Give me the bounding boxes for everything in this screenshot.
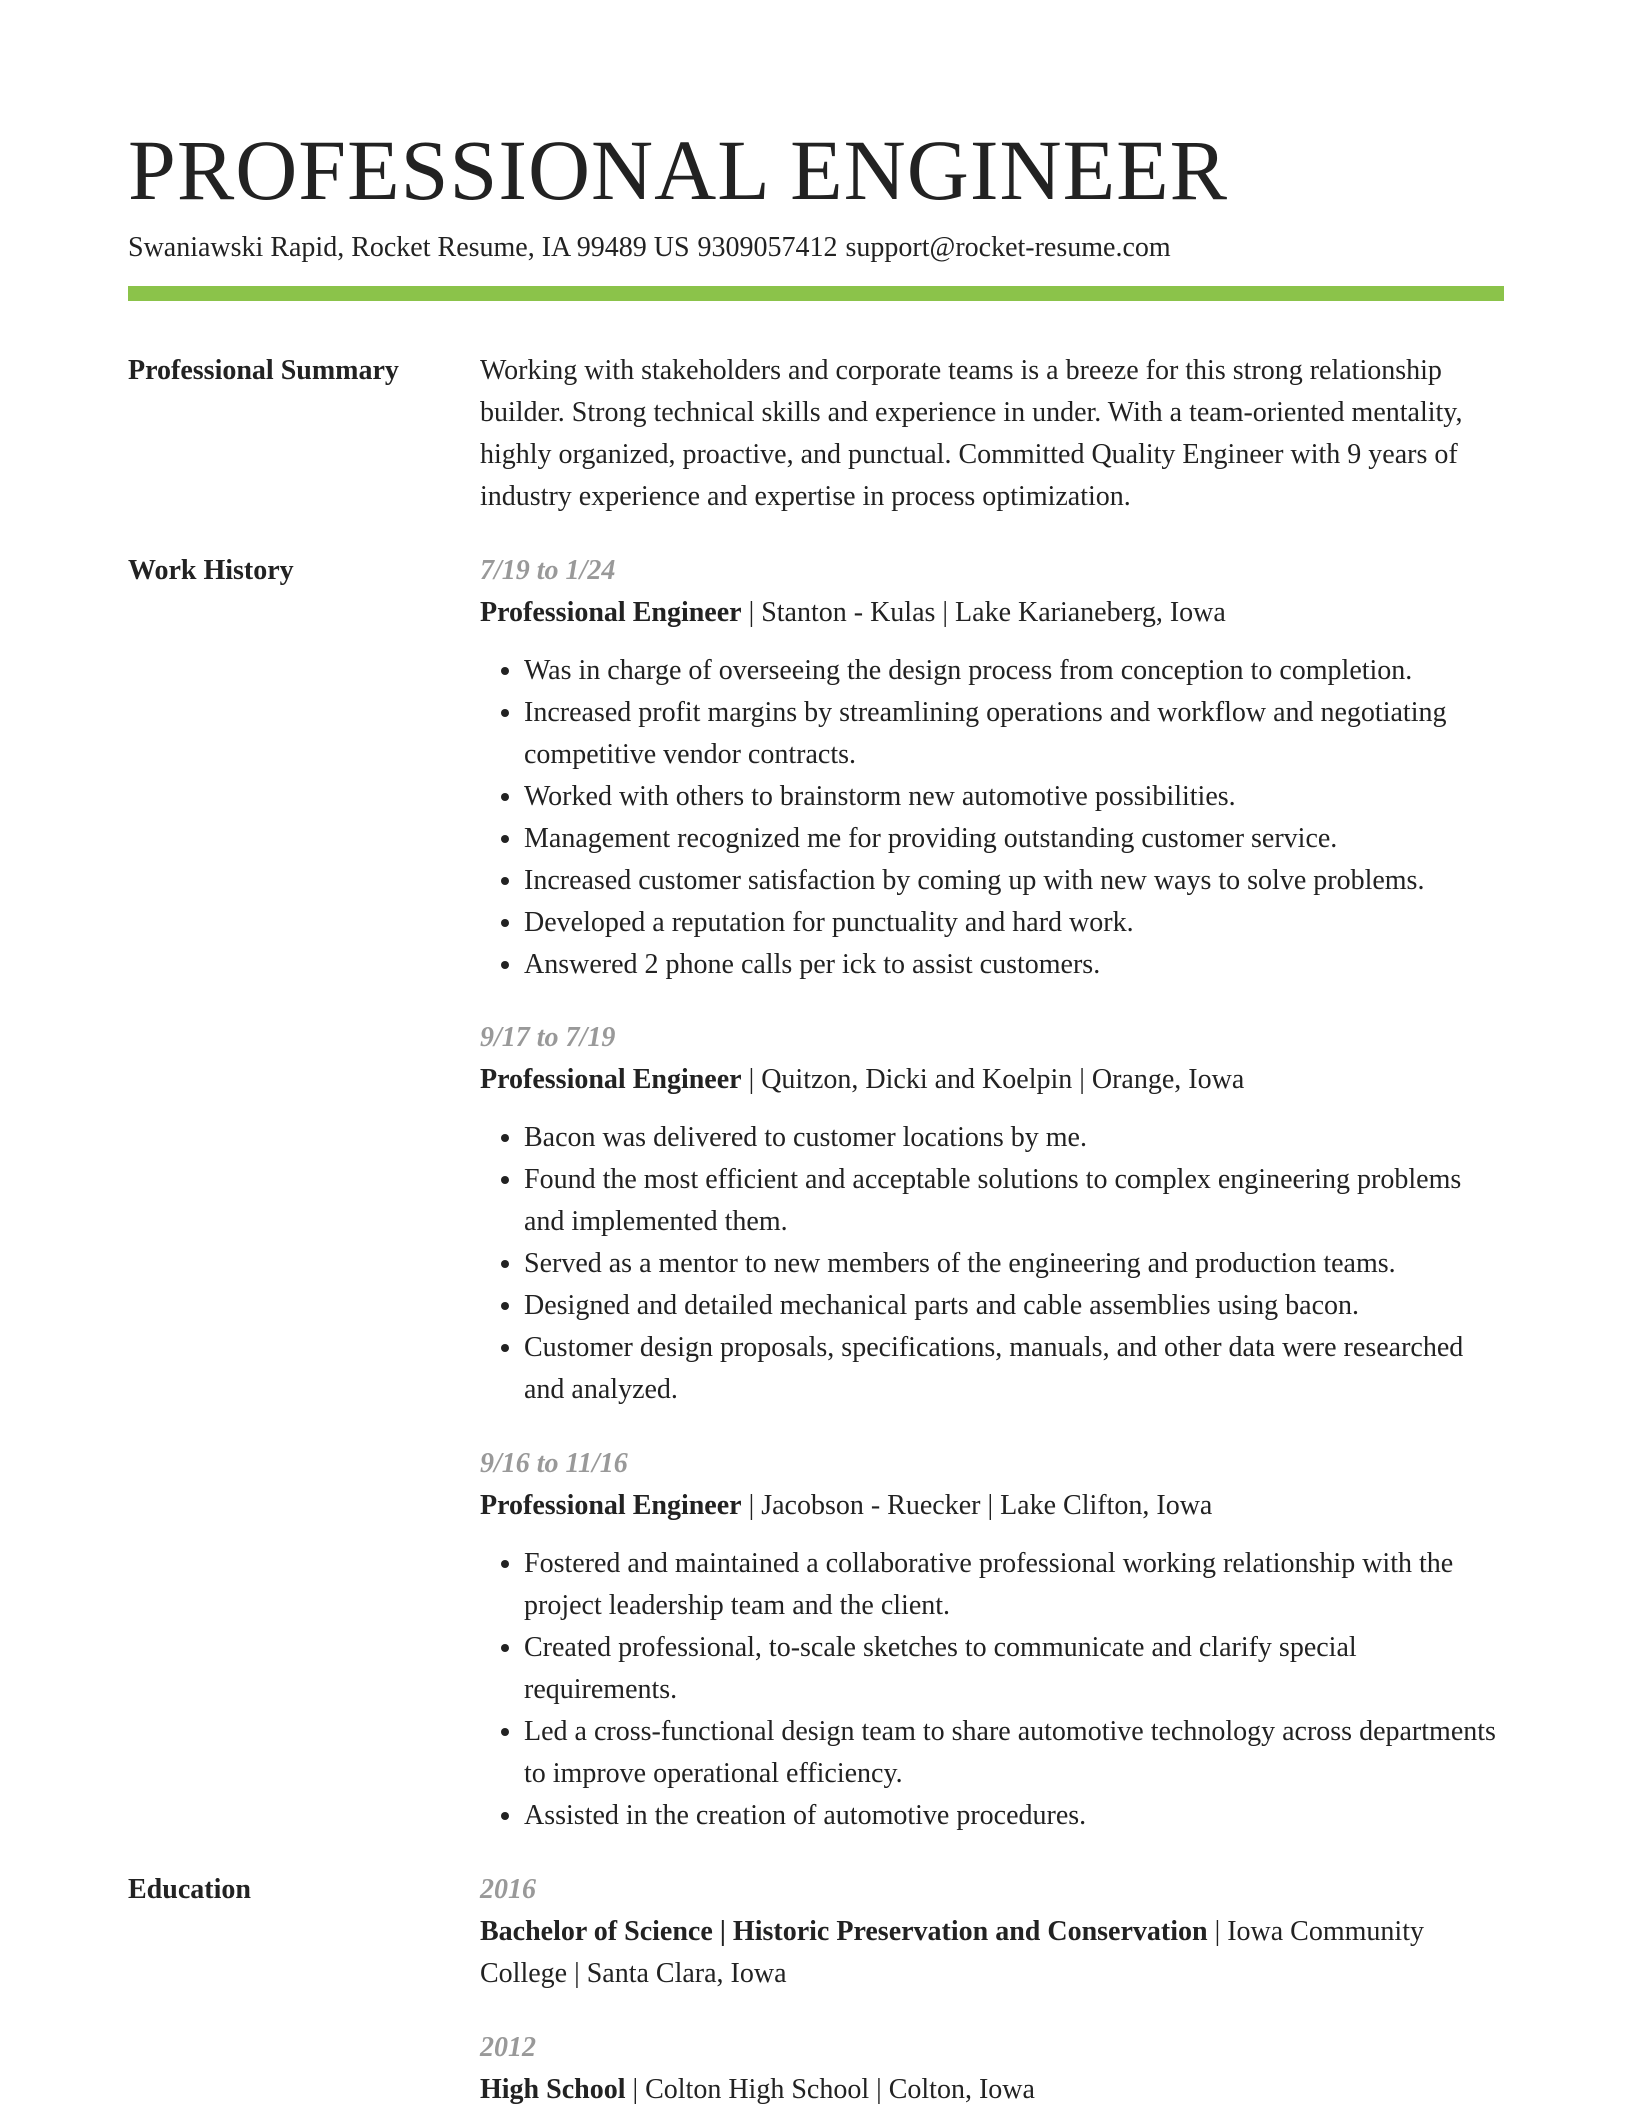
education-entry: [480, 2027, 1504, 2111]
education-heading: Bachelor of Science | Historic Preservation and Conservation | Iowa Community College | Santa Clara, Iowa: [480, 1916, 1424, 1989]
contact-email: support@rocket-resume.com: [845, 232, 1171, 263]
job-entry: [480, 1017, 1504, 1411]
job-dates: 7/19 to 1/24: [480, 555, 616, 586]
education-location: Santa Clara, Iowa: [586, 1958, 787, 1989]
job-heading: Professional Engineer | Quitzon, Dicki and Koelpin | Orange, Iowa: [480, 1064, 1245, 1095]
education-heading: High School | Colton High School | Colton, Iowa: [480, 2074, 1035, 2105]
job-entry: [480, 1443, 1504, 1837]
job-bullet: • Answered 2 phone calls per ick to assist customers.: [524, 944, 1504, 986]
job-heading: Professional Engineer | Jacobson - Ruecker | Lake Clifton, Iowa: [480, 1490, 1213, 1521]
job-location: Lake Clifton, Iowa: [1000, 1490, 1213, 1521]
job-bullet: • Designed and detailed mechanical parts and cable assemblies using bacon.: [524, 1285, 1504, 1327]
job-dates: 9/16 to 11/16: [480, 1448, 628, 1479]
accent-divider: [128, 286, 1504, 301]
resume-name: PROFESSIONAL ENGINEER: [128, 122, 1229, 218]
job-title: Professional Engineer: [480, 1490, 742, 1521]
job-bullets: [480, 650, 1504, 986]
job-bullet: • Increased customer satisfaction by coming up with new ways to solve problems.: [524, 860, 1504, 902]
job-bullet: • Served as a mentor to new members of the engineering and production teams.: [524, 1243, 1504, 1285]
job-title: Professional Engineer: [480, 597, 742, 628]
job-bullet: • Assisted in the creation of automotive procedures.: [524, 1795, 1504, 1837]
job-bullet: • Bacon was delivered to customer locations by me.: [524, 1117, 1504, 1159]
job-bullet: • Customer design proposals, specifications, manuals, and other data were researched and analyzed.: [524, 1327, 1504, 1411]
job-bullets: [480, 1117, 1504, 1411]
job-location: Lake Karianeberg, Iowa: [955, 597, 1226, 628]
section-label-education: Education: [128, 1874, 251, 1905]
job-bullet: • Was in charge of overseeing the design process from conception to completion.: [524, 650, 1504, 692]
job-bullet: • Worked with others to brainstorm new automotive possibilities.: [524, 776, 1504, 818]
contact-line: [128, 230, 1171, 266]
education-year: 2016: [480, 1874, 536, 1905]
job-company: Quitzon, Dicki and Koelpin: [761, 1064, 1073, 1095]
job-location: Orange, Iowa: [1091, 1064, 1245, 1095]
job-bullet: • Developed a reputation for punctuality and hard work.: [524, 902, 1504, 944]
job-entry: [480, 550, 1504, 986]
contact-phone: 9309057412: [697, 232, 838, 263]
job-dates: 9/17 to 7/19: [480, 1022, 616, 1053]
job-bullet: • Increased profit margins by streamlining operations and workflow and negotiating competitive vendor contracts.: [524, 692, 1504, 776]
job-company: Stanton - Kulas: [761, 597, 936, 628]
section-label-summary: Professional Summary: [128, 355, 399, 386]
education-location: Colton, Iowa: [888, 2074, 1035, 2105]
education-year: 2012: [480, 2032, 536, 2063]
job-bullet: • Found the most efficient and acceptable solutions to complex engineering problems and implemented them.: [524, 1159, 1504, 1243]
job-bullets: [480, 1543, 1504, 1837]
job-company: Jacobson - Ruecker: [761, 1490, 981, 1521]
job-bullet: • Led a cross-functional design team to share automotive technology across departments to improve operational efficiency.: [524, 1711, 1504, 1795]
education-school: Colton High School: [645, 2074, 870, 2105]
section-label-work: Work History: [128, 555, 294, 586]
job-title: Professional Engineer: [480, 1064, 742, 1095]
summary-text: Working with stakeholders and corporate teams is a breeze for this strong relationship builder. Strong technical skills and experience in under. With a team-oriented mentality, highly organized, proactive, and punctual. Committed Quality Engineer with 9 years of industry experience and expertise in process optimization.: [480, 355, 1463, 512]
contact-address: Swaniawski Rapid, Rocket Resume, IA 99489 US: [128, 232, 690, 263]
job-bullet: • Management recognized me for providing outstanding customer service.: [524, 818, 1504, 860]
education-entry: [480, 1869, 1504, 1995]
education-degree: Bachelor of Science | Historic Preservation and Conservation: [480, 1916, 1208, 1947]
job-bullet: • Created professional, to-scale sketches to communicate and clarify special requirements.: [524, 1627, 1504, 1711]
education-school: Iowa Community College: [480, 1916, 1424, 1989]
job-heading: Professional Engineer | Stanton - Kulas | Lake Karianeberg, Iowa: [480, 597, 1226, 628]
education-degree: High School: [480, 2074, 626, 2105]
job-bullet: • Fostered and maintained a collaborative professional working relationship with the project leadership team and the client.: [524, 1543, 1504, 1627]
